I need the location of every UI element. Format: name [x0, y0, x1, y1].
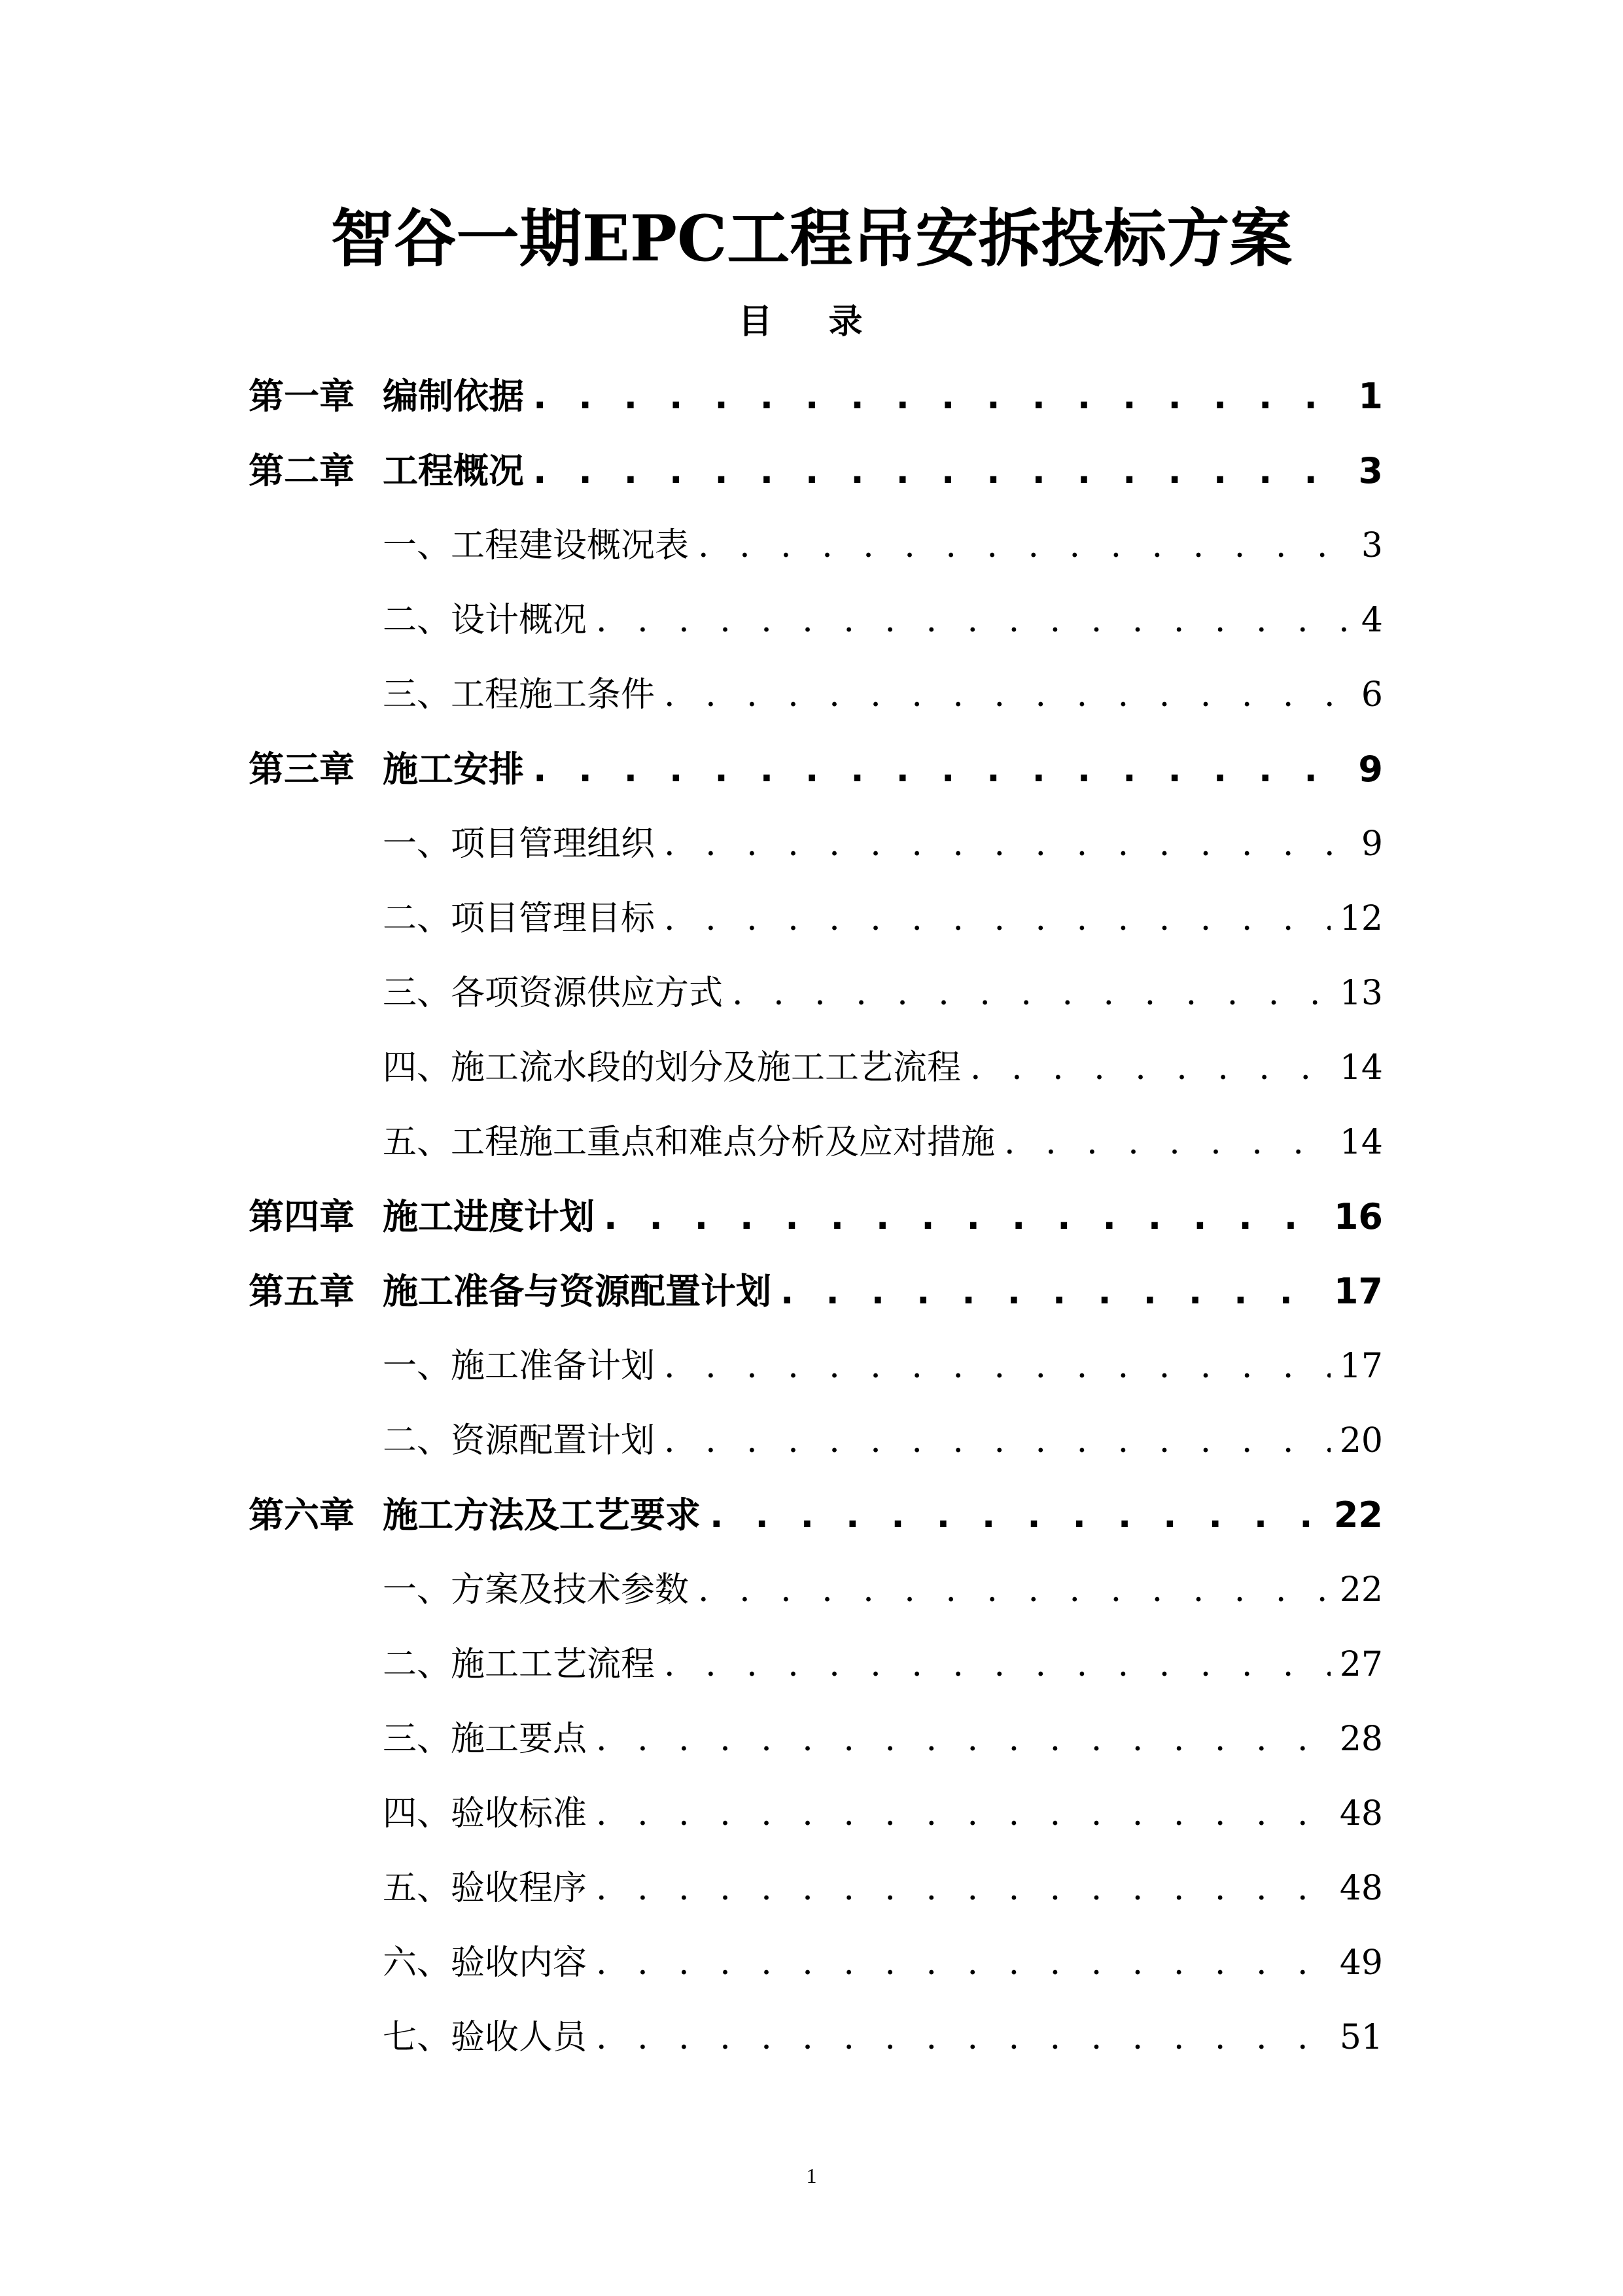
toc-chapter-number: 第一章 — [249, 376, 355, 417]
toc-page-number: 9 — [1358, 749, 1383, 790]
toc-entry-label: 施工准备与资源配置计划 — [383, 1271, 771, 1312]
toc-dot-leader — [533, 743, 1349, 796]
toc-dot-leader — [710, 1489, 1325, 1542]
toc-chapter-number: 第四章 — [249, 1196, 355, 1237]
toc-entry-section-6-3[interactable] — [383, 1713, 1383, 1765]
toc-entry-label: 施工方法及工艺要求 — [383, 1494, 701, 1536]
toc-page-number: 20 — [1339, 1421, 1383, 1460]
toc-dot-leader — [664, 1415, 1331, 1467]
toc-page-number: 16 — [1333, 1196, 1383, 1237]
toc-entry-label: 七、验收人员 — [383, 2018, 587, 2057]
toc-dot-leader — [664, 1340, 1331, 1392]
toc-entry-label: 编制依据 — [383, 376, 524, 417]
toc-dot-leader — [664, 818, 1352, 870]
toc-page-number: 12 — [1339, 899, 1383, 938]
toc-entry-label: 三、施工要点 — [383, 1720, 587, 1759]
toc-dot-leader — [596, 2011, 1331, 2064]
toc-entry-label: 四、验收标准 — [383, 1794, 587, 1833]
toc-entry-chapter-4[interactable] — [249, 1191, 1383, 1243]
toc-entry-label: 工程概况 — [383, 450, 524, 491]
toc-entry-label: 四、施工流水段的划分及施工工艺流程 — [383, 1048, 962, 1087]
toc-dot-leader — [698, 1564, 1331, 1616]
toc-entry-section-3-3[interactable] — [383, 967, 1383, 1019]
toc-dot-leader — [596, 594, 1352, 646]
toc-page-number: 49 — [1339, 1943, 1383, 1983]
toc-page-number: 14 — [1339, 1048, 1383, 1087]
toc-entry-label: 施工进度计划 — [383, 1196, 595, 1237]
toc-dot-leader — [664, 1638, 1331, 1691]
toc-entry-chapter-3[interactable] — [249, 743, 1383, 796]
toc-dot-leader — [596, 1713, 1331, 1765]
toc-entry-label: 三、各项资源供应方式 — [383, 974, 724, 1013]
toc-dot-leader — [732, 967, 1331, 1019]
toc-entry-chapter-2[interactable] — [249, 445, 1383, 497]
toc-entry-label: 二、资源配置计划 — [383, 1421, 655, 1460]
toc-entry-section-3-4[interactable] — [383, 1042, 1383, 1094]
toc-chapter-number: 第六章 — [249, 1494, 355, 1536]
toc-page-number: 13 — [1339, 974, 1383, 1013]
toc-entry-section-6-2[interactable] — [383, 1638, 1383, 1691]
document-title: 智谷一期EPC工程吊安拆投标方案 — [330, 202, 1293, 275]
toc-chapter-number: 第二章 — [249, 450, 355, 491]
toc-page-number: 17 — [1339, 1347, 1383, 1386]
toc-dot-leader — [664, 669, 1352, 721]
toc-page-number: 48 — [1339, 1869, 1383, 1908]
toc-dot-leader — [596, 1937, 1331, 1989]
toc-entry-label: 二、设计概况 — [383, 601, 587, 640]
toc-chapter-number: 第三章 — [249, 749, 355, 790]
page-footer-number: 1 — [806, 2164, 817, 2187]
toc-page-number: 3 — [1361, 526, 1383, 565]
toc-entry-label: 五、验收程序 — [383, 1869, 587, 1908]
toc-page-number: 6 — [1361, 675, 1383, 715]
toc-dot-leader — [780, 1265, 1325, 1318]
toc-page-number: 22 — [1339, 1570, 1383, 1610]
toc-page-number: 9 — [1361, 824, 1383, 864]
toc-entry-section-6-7[interactable] — [383, 2011, 1383, 2064]
toc-entry-label: 三、工程施工条件 — [383, 675, 655, 715]
toc-page-number: 51 — [1339, 2018, 1383, 2057]
toc-dot-leader — [664, 892, 1331, 945]
toc-entry-section-2-1[interactable] — [383, 520, 1383, 572]
toc-entry-section-6-5[interactable] — [383, 1862, 1383, 1915]
toc-entry-section-3-5[interactable] — [383, 1116, 1383, 1169]
toc-entry-section-5-1[interactable] — [383, 1340, 1383, 1392]
toc-entry-section-3-1[interactable] — [383, 818, 1383, 870]
toc-entry-chapter-1[interactable] — [249, 370, 1383, 423]
toc-page-number: 3 — [1358, 450, 1383, 491]
toc-entry-chapter-5[interactable] — [249, 1265, 1383, 1318]
toc-entry-label: 二、施工工艺流程 — [383, 1645, 655, 1684]
toc-entry-section-5-2[interactable] — [383, 1415, 1383, 1467]
toc-dot-leader — [596, 1862, 1331, 1915]
toc-entry-section-6-4[interactable] — [383, 1788, 1383, 1840]
toc-page-number: 27 — [1339, 1645, 1383, 1684]
toc-entry-label: 一、项目管理组织 — [383, 824, 655, 864]
toc-page-number: 28 — [1339, 1720, 1383, 1759]
toc-page-number: 1 — [1358, 376, 1383, 417]
toc-heading: 目 录 — [738, 302, 885, 342]
toc-entry-section-6-6[interactable] — [383, 1937, 1383, 1989]
toc-page-number: 14 — [1339, 1123, 1383, 1162]
toc-entry-label: 二、项目管理目标 — [383, 899, 655, 938]
toc-dot-leader — [533, 370, 1349, 423]
toc-dot-leader — [533, 445, 1349, 497]
toc-entry-label: 一、方案及技术参数 — [383, 1570, 689, 1610]
toc-entry-section-6-1[interactable] — [383, 1564, 1383, 1616]
toc-entry-label: 一、工程建设概况表 — [383, 526, 689, 565]
toc-entry-chapter-6[interactable] — [249, 1489, 1383, 1542]
toc-dot-leader — [596, 1788, 1331, 1840]
toc-dot-leader — [698, 520, 1352, 572]
toc-page-number: 48 — [1339, 1794, 1383, 1833]
toc-entry-label: 六、验收内容 — [383, 1943, 587, 1983]
toc-entry-section-2-2[interactable] — [383, 594, 1383, 646]
toc-page-number: 17 — [1333, 1271, 1383, 1312]
toc-page-number: 4 — [1361, 601, 1383, 640]
toc-entry-label: 施工安排 — [383, 749, 524, 790]
toc-chapter-number: 第五章 — [249, 1271, 355, 1312]
toc-dot-leader — [970, 1042, 1331, 1094]
toc-dot-leader — [1004, 1116, 1331, 1169]
toc-entry-label: 五、工程施工重点和难点分析及应对措施 — [383, 1123, 996, 1162]
toc-entry-section-3-2[interactable] — [383, 892, 1383, 945]
toc-dot-leader — [604, 1191, 1325, 1243]
toc-page-number: 22 — [1333, 1494, 1383, 1536]
toc-entry-section-2-3[interactable] — [383, 669, 1383, 721]
toc-entry-label: 一、施工准备计划 — [383, 1347, 655, 1386]
